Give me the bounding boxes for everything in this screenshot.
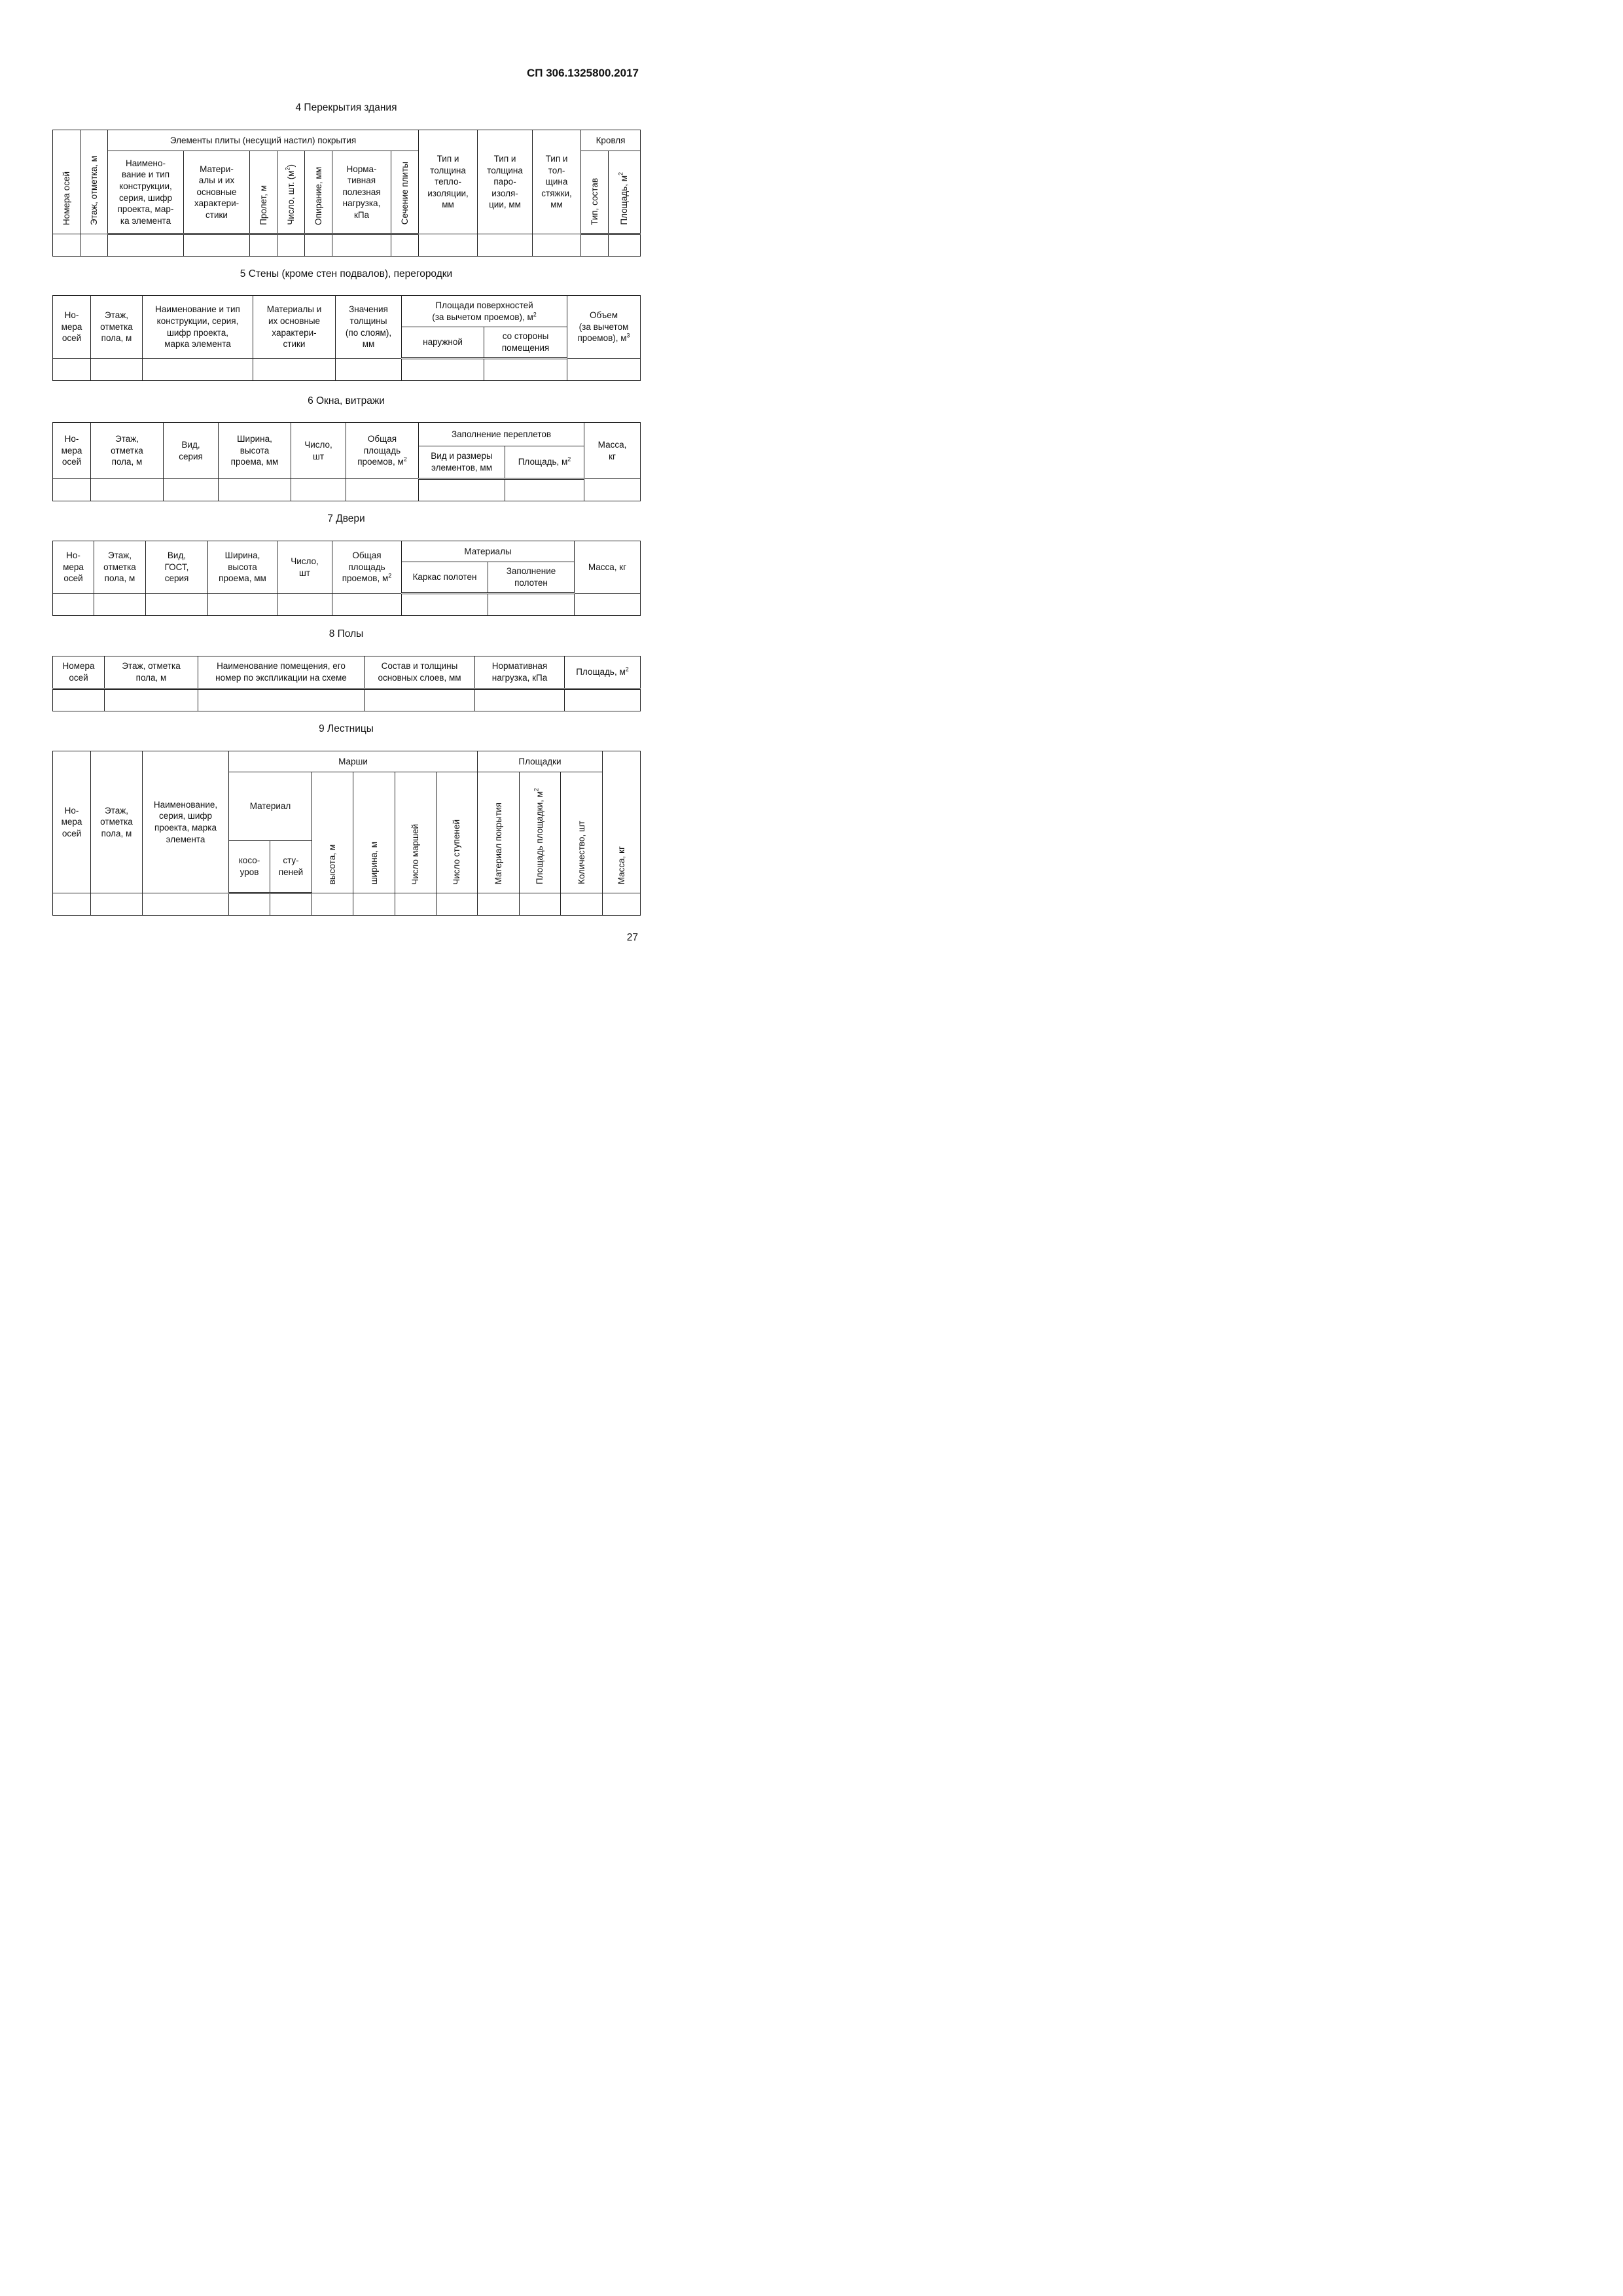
col-count: Число, шт. $(м^2)$: [277, 151, 305, 234]
col-mass: Масса, кг: [603, 751, 641, 893]
col-landing-material: Материал покрытия: [478, 772, 520, 893]
floors-table: [52, 656, 641, 711]
section-7-title: 7 Двери: [327, 513, 365, 524]
group-slab-elements: Элементы плиты (несущий настил) покрытия: [108, 130, 419, 151]
section-5-title: 5 Стены (кроме стен подвалов), перегородки: [240, 268, 453, 279]
col-volume: Объем (за вычетом проемов), $м^3$: [567, 296, 641, 359]
windows-table: [52, 422, 641, 501]
col-total-area: Общая площадь проемов, $м^2$: [346, 423, 419, 479]
col-area: Площадь, $м^2$: [565, 656, 641, 689]
col-mass: Масса, кг: [584, 423, 641, 479]
col-type-gost: Вид, ГОСТ, серия: [146, 541, 208, 594]
col-flight-height: высота, м: [312, 772, 353, 893]
col-floor-mark: Этаж, отметка пола, м: [105, 656, 198, 689]
document-id: СП 306.1325800.2017: [526, 67, 639, 79]
group-surface-area: Площади поверхностей (за вычетом проемов), $м^2$: [402, 296, 567, 327]
table-row: [53, 479, 641, 501]
col-vapor-barrier: Тип и толщина паро- изоля- ции, мм: [478, 130, 533, 234]
col-construction-name: Наименование и тип конструкции, серия, шифр проекта, марка элемента: [143, 296, 253, 359]
col-screed: Тип и тол- щина стяжки, мм: [533, 130, 581, 234]
col-standard-load: Нормативная нагрузка, кПа: [475, 656, 565, 689]
col-count: Число, шт: [291, 423, 346, 479]
section-8-title: 8 Полы: [329, 628, 364, 639]
col-slab-section: Сечение плиты: [391, 151, 419, 234]
col-opening-size: Ширина, высота проема, мм: [219, 423, 291, 479]
group-materials: Материалы: [402, 541, 575, 562]
col-inner-area: со стороны помещения: [484, 327, 567, 359]
stairs-table: [52, 751, 641, 916]
col-axes: Но- мера осей: [53, 423, 91, 479]
col-landing-quantity: Количество, шт: [561, 772, 603, 893]
col-floor-mark: Этаж, отметка пола, м: [91, 423, 164, 479]
group-material: Материал: [229, 772, 312, 841]
section-4-title: 4 Перекрытия здания: [295, 102, 397, 113]
table-row: [53, 359, 641, 381]
col-room-name: Наименование помещения, его номер по экспликации на схеме: [198, 656, 365, 689]
col-step-count: Число ступеней: [437, 772, 478, 893]
col-type-series: Вид, серия: [164, 423, 219, 479]
col-floor-mark: Этаж, отметка, м: [80, 130, 108, 234]
table-row: [53, 893, 641, 916]
col-flight-count: Число маршей: [395, 772, 437, 893]
col-support: Опирание, мм: [305, 151, 332, 234]
group-flights: Марши: [229, 751, 478, 772]
col-fill-elements: Вид и размеры элементов, мм: [419, 446, 505, 479]
walls-table: [52, 295, 641, 381]
table-row: [53, 594, 641, 616]
col-thermal-insulation: Тип и толщина тепло- изоляции, мм: [419, 130, 478, 234]
col-count: Число, шт: [277, 541, 332, 594]
page-number: 27: [626, 932, 638, 943]
col-floor-mark: Этаж, отметка пола, м: [91, 751, 143, 893]
section-9-title: 9 Лестницы: [319, 723, 374, 734]
col-floor-mark: Этаж, отметка пола, м: [91, 296, 143, 359]
table-row: [53, 689, 641, 711]
section-6-title: 6 Окна, витражи: [308, 395, 385, 406]
col-fill-area: Площадь, $м^2$: [505, 446, 584, 479]
roofing-slabs-table: [52, 130, 641, 257]
table-row: [53, 234, 641, 257]
col-axes: Номера осей: [53, 656, 105, 689]
col-outer-area: наружной: [402, 327, 484, 359]
col-materials: Матери- алы и их основные характери- стики: [184, 151, 250, 234]
col-axes: Но- мера осей: [53, 541, 94, 594]
col-layers: Состав и толщины основных слоев, мм: [365, 656, 475, 689]
col-thickness: Значения толщины (по слоям), мм: [336, 296, 402, 359]
col-leaf-frame: Каркас полотен: [402, 562, 488, 594]
col-flight-width: ширина, м: [353, 772, 395, 893]
col-construction-name: Наимено- вание и тип конструкции, серия, шифр проекта, мар- ка элемента: [108, 151, 184, 234]
doors-table: [52, 541, 641, 616]
col-leaf-fill: Заполнение полотен: [488, 562, 575, 594]
col-mass: Масса, кг: [575, 541, 641, 594]
col-materials: Материалы и их основные характери- стики: [253, 296, 336, 359]
col-span: Пролет, м: [250, 151, 277, 234]
col-roof-area: Площадь, $м^2$: [609, 151, 641, 234]
col-opening-size: Ширина, высота проема, мм: [208, 541, 277, 594]
col-floor-mark: Этаж, отметка пола, м: [94, 541, 146, 594]
col-axes: Номера осей: [53, 130, 80, 234]
col-steps: сту- пеней: [270, 841, 312, 893]
col-stringers: косо- уров: [229, 841, 270, 893]
group-roof: Кровля: [581, 130, 641, 151]
col-roof-type: Тип, состав: [581, 151, 609, 234]
col-axes: Но- мера осей: [53, 751, 91, 893]
col-landing-area: Площадь площадки, $м^2$: [520, 772, 561, 893]
group-landings: Площадки: [478, 751, 603, 772]
col-total-area: Общая площадь проемов, $м^2$: [332, 541, 402, 594]
col-element-name: Наименование, серия, шифр проекта, марка элемента: [143, 751, 229, 893]
col-useful-load: Норма- тивная полезная нагрузка, кПа: [332, 151, 391, 234]
group-sash-fill: Заполнение переплетов: [419, 423, 584, 446]
col-axes: Но- мера осей: [53, 296, 91, 359]
